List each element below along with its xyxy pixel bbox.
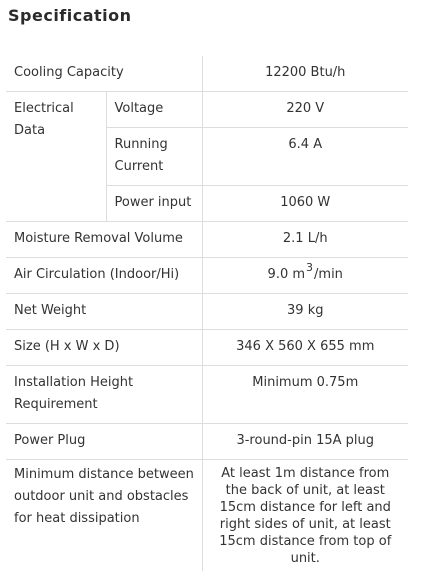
power-input-value: 1060 W	[202, 186, 408, 222]
table-row	[6, 222, 408, 258]
electrical-data-label: Electrical Data	[6, 92, 106, 222]
air-circulation-value-suffix: /min	[314, 267, 343, 282]
power-input-label: Power input	[106, 186, 202, 222]
running-current-value: 6.4 A	[202, 128, 408, 186]
moisture-removal-value: 2.1 L/h	[202, 222, 408, 258]
size-value: 346 X 560 X 655 mm	[202, 330, 408, 366]
table-row	[6, 56, 408, 92]
voltage-label: Voltage	[106, 92, 202, 128]
air-circulation-value-exponent: 3	[306, 261, 313, 274]
size-label: Size (H x W x D)	[6, 330, 202, 366]
air-circulation-label: Air Circulation (Indoor/Hi)	[6, 258, 202, 294]
net-weight-label: Net Weight	[6, 294, 202, 330]
running-current-label: Running Current	[106, 128, 202, 186]
table-row	[6, 294, 408, 330]
minimum-distance-value: At least 1m distance from the back of unit, at least 15cm distance for left and right sides of unit, at least 15cm distance from top of unit.	[202, 460, 408, 571]
minimum-distance-label: Minimum distance between outdoor unit and obstacles for heat dissipation	[6, 460, 202, 571]
table-row	[6, 92, 408, 128]
installation-height-value: Minimum 0.75m	[202, 366, 408, 424]
voltage-value: 220 V	[202, 92, 408, 128]
air-circulation-value-prefix: 9.0 m	[268, 267, 305, 282]
installation-height-label: Installation Height Requirement	[6, 366, 202, 424]
moisture-removal-label: Moisture Removal Volume	[6, 222, 202, 258]
cooling-capacity-label: Cooling Capacity	[6, 56, 202, 92]
specification-table	[6, 56, 408, 571]
power-plug-label: Power Plug	[6, 424, 202, 460]
table-row	[6, 258, 408, 294]
power-plug-value: 3-round-pin 15A plug	[202, 424, 408, 460]
table-row	[6, 460, 408, 571]
table-row	[6, 366, 408, 424]
table-row	[6, 330, 408, 366]
air-circulation-value	[202, 258, 408, 294]
page-title: Specification	[8, 6, 132, 25]
cooling-capacity-value: 12200 Btu/h	[202, 56, 408, 92]
net-weight-value: 39 kg	[202, 294, 408, 330]
table-row	[6, 424, 408, 460]
